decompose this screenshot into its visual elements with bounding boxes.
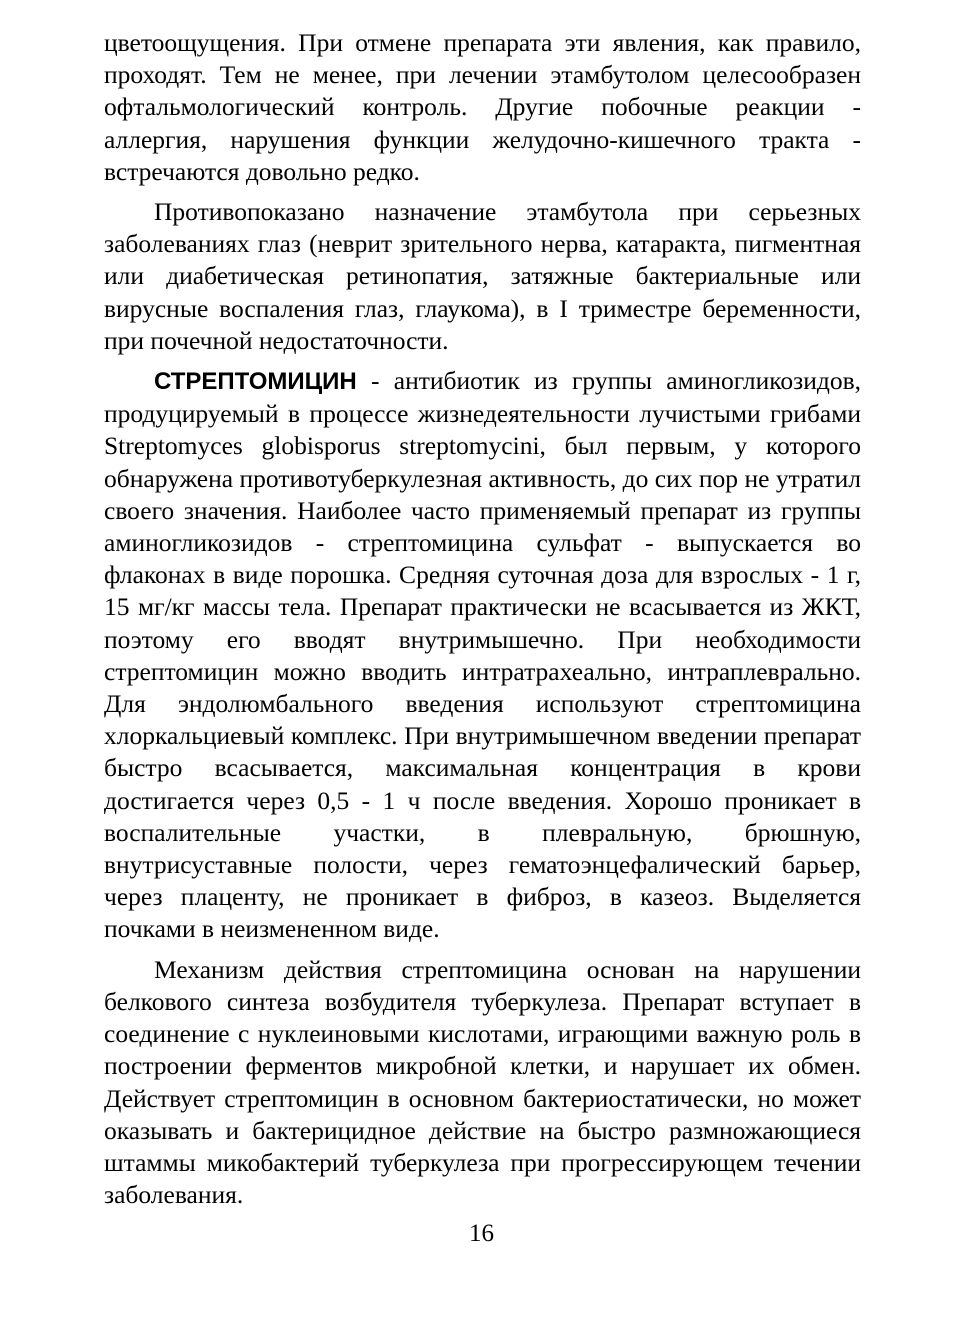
paragraph-text: Противопоказано назначение этамбутола при серьезных заболеваниях глаз (неврит зрительного нерва, катаракта, пигментная или диабетическая ретинопатия, затяжные бактериальные или вирусные воспаления глаз, глаукома), в I триместре беременности, при почечной недостаточности. <box>104 197 861 355</box>
paragraph-text: цветоощущения. При отмене препарата эти явления, как правило, проходят. Тем не менее, при лечении этамбутолом целесообразен офтальмологический контроль. Другие побочные реакции - аллергия, нарушения функции желудочно-кишечного тракта - встречаются довольно редко. <box>104 28 861 186</box>
paragraph-side-effects <box>104 27 861 188</box>
paragraph-text: - антибиотик из группы аминогликозидов, продуцируемый в процессе жизнедеятельности лучистыми грибами Streptomyces globisporus streptomycini, был первым, у которого обнаружена противотуберкулезная активность, до сих пор не утратил своего значения. Наиболее часто применяемый препарат из группы аминогликозидов - стрептомицина сульфат - выпускается во флаконах в виде порошка. Средняя суточная доза для взрослых - 1 г, 15 мг/кг массы тела. Препарат практически не всасывается из ЖКТ, поэтому его вводят внутримышечно. При необходимости стрептомицин можно вводить интратрахеально, интраплеврально. Для эндолюмбального введения используют стрептомицина хлоркальциевый комплекс. При внутримышечном введении препарат быстро всасывается, максимальная концентрация в крови достигается через 0,5 - 1 ч после введения. Хорошо проникает в воспалительные участки, в плевральную, брюшную, внутрисуставные полости, через гематоэнцефалический барьер, через плаценту, не проникает в фиброз, в казеоз. Выделяется почками в неизмененном виде. <box>104 366 861 944</box>
paragraph-contraindications <box>104 196 861 357</box>
drug-term-heading: СТРЕПТОМИЦИН <box>154 368 357 396</box>
paragraph-mechanism <box>104 954 861 1212</box>
paragraph-streptomycin <box>104 365 861 946</box>
page-body <box>104 27 861 1211</box>
paragraph-text: Механизм действия стрептомицина основан на нарушении белкового синтеза возбудителя туберкулеза. Препарат вступает в соединение с нуклеиновыми кислотами, играющими важную роль в построении ферментов микробной клетки, и нарушает их обмен. Действует стрептомицин в основном бактериостатически, но может оказывать и бактерицидное действие на быстро размножающиеся штаммы микобактерий туберкулеза при прогрессирующем течении заболевания. <box>104 954 861 1210</box>
page-number: 16 <box>469 1220 494 1247</box>
